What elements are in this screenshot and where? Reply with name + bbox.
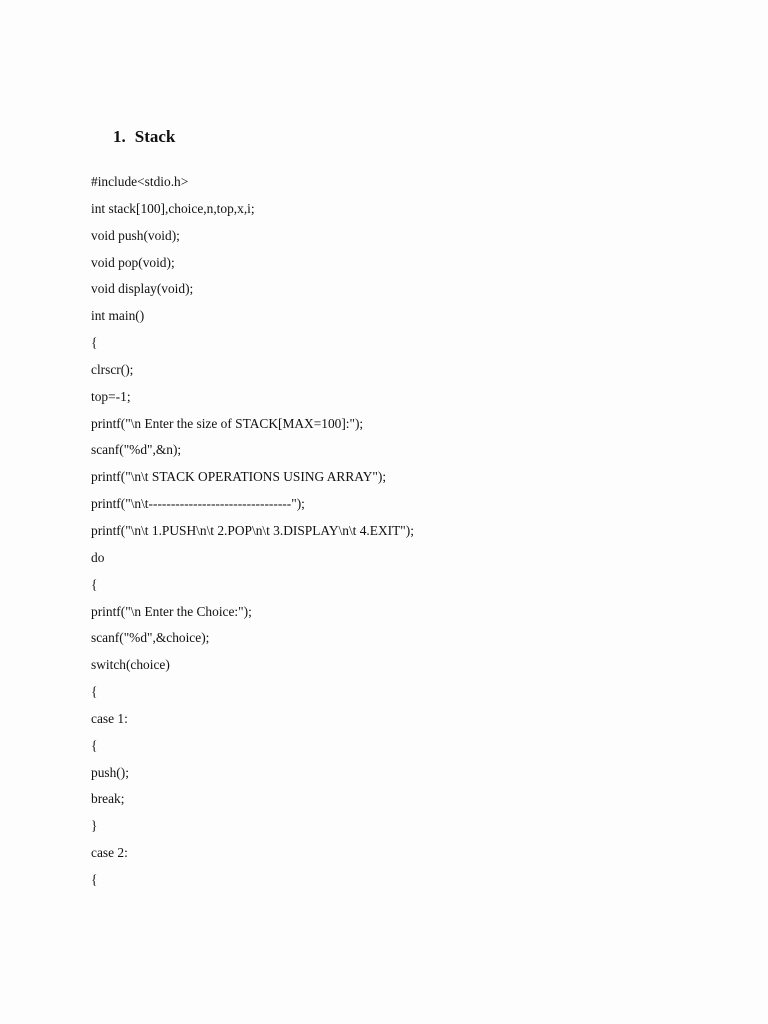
code-line: printf("\n\t 1.PUSH\n\t 2.POP\n\t 3.DISPLAY\n\t 4.EXIT");: [91, 522, 414, 538]
code-line: clrscr();: [91, 361, 134, 377]
code-line: {: [91, 871, 98, 887]
code-line: break;: [91, 791, 125, 807]
code-line: do: [91, 549, 105, 565]
code-line: {: [91, 576, 98, 592]
code-line: printf("\n\t--------------------------------");: [91, 496, 305, 512]
code-line: printf("\n Enter the size of STACK[MAX=100]:");: [91, 415, 364, 431]
code-line: case 1:: [91, 710, 128, 726]
code-line: {: [91, 684, 98, 700]
code-line: }: [91, 818, 98, 834]
code-line: push();: [91, 764, 129, 780]
section-heading: [113, 127, 175, 147]
code-line: {: [91, 335, 98, 351]
code-line: void pop(void);: [91, 254, 175, 270]
code-line: {: [91, 737, 98, 753]
section-title: Stack: [134, 127, 176, 146]
section-number: 1.: [113, 127, 126, 146]
code-line: printf("\n\t STACK OPERATIONS USING ARRAY");: [91, 469, 387, 485]
code-line: switch(choice): [91, 657, 170, 673]
code-line: top=-1;: [91, 388, 131, 404]
code-line: scanf("%d",&n);: [91, 442, 182, 458]
code-line: printf("\n Enter the Choice:");: [91, 603, 252, 619]
code-line: #include<stdio.h>: [91, 174, 189, 189]
code-line: void display(void);: [91, 281, 194, 297]
code-line: int main(): [91, 308, 145, 324]
code-listing: [91, 172, 414, 897]
code-line: case 2:: [91, 845, 128, 861]
code-line: void push(void);: [91, 227, 180, 243]
code-line: scanf("%d",&choice);: [91, 630, 210, 646]
code-line: int stack[100],choice,n,top,x,i;: [91, 200, 255, 216]
